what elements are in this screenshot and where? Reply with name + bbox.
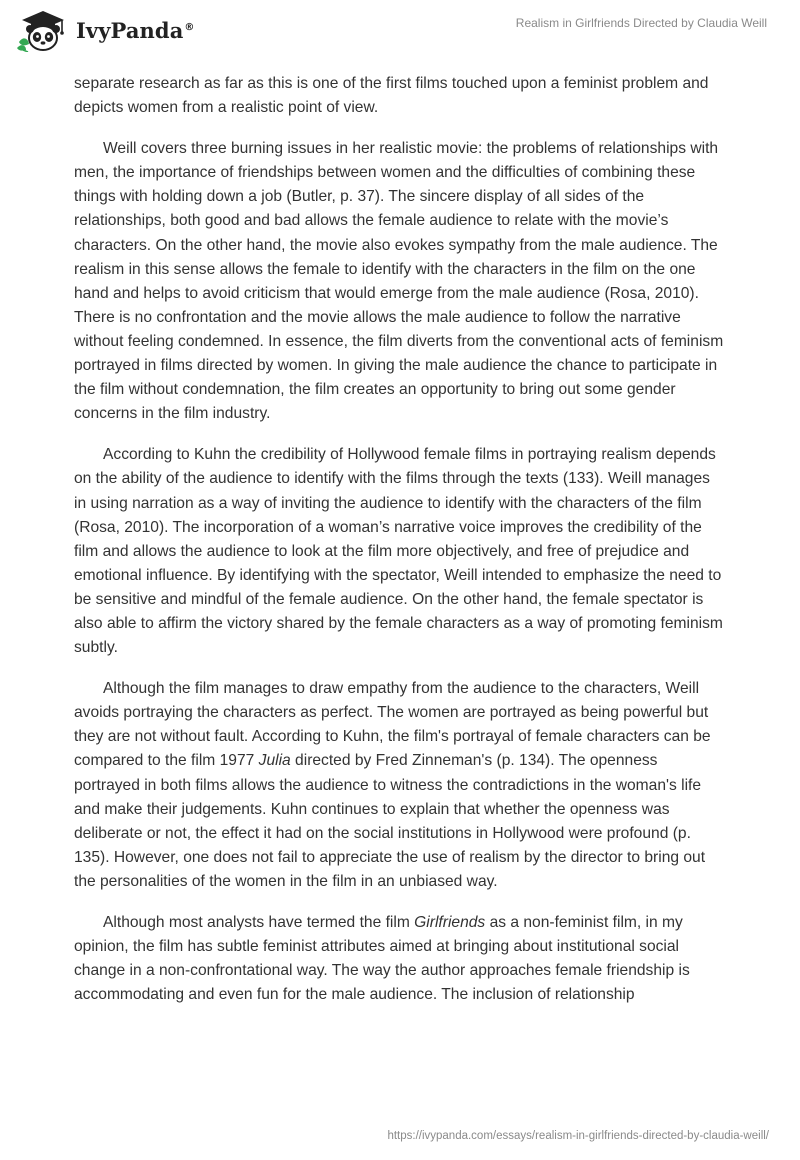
page-header xyxy=(0,0,800,62)
paragraph-4-text-after: directed by Fred Zinneman's (p. 134). The openness portrayed in both films allows the audience to witness the contradictions in the woman's life and make their judgements. Kuhn continues to explain that whether the openness was deliberate or not, the effect it had on the social institutions in Hollywood were profound (p. 135). However, one does not fail to appreciate the use of realism by the director to bring out the personalities of the women in the film in an unbiased way. xyxy=(74,752,706,890)
brand-name: IvyPanda® xyxy=(76,17,195,43)
essay-body xyxy=(74,72,724,1024)
registered-mark: ® xyxy=(184,21,195,33)
paragraph-1: separate research as far as this is one of the first films touched upon a feminist problem and depicts women from a realistic point of view. xyxy=(74,75,709,117)
paragraph-3: According to Kuhn the credibility of Hollywood female films in portraying realism depends on the ability of the audience to identify with the films through the texts (133). Weill manages in using narration as a way of inviting the audience to identify with the characters of the film (Rosa, 2010). The incorporation of a woman’s narrative voice improves the credibility of the film and allows the audience to look at the film more objectively, and free of prejudice and emotional influence. By identifying with the spectator, Weill intended to emphasize the need to be sensitive and mindful of the female audience. On the other hand, the female spectator is also able to affirm the victory shared by the female characters as a way of promoting feminism subtly. xyxy=(74,446,723,657)
document-title: Realism in Girlfriends Directed by Claudia Weill xyxy=(515,16,767,30)
paragraph-5 xyxy=(74,911,724,1007)
paragraph-2: Weill covers three burning issues in her realistic movie: the problems of relationships with men, the importance of friendships between women and the difficulties of combining these things with holding down a job (Butler, p. 37). The sincere display of all sides of the relationships, both good and bad allows the female audience to relate with the movie’s characters. On the other hand, the movie also evokes sympathy from the male audience. The realism in this sense allows the female to identify with the characters in the film on the one hand and helps to avoid criticism that would emerge from the male audience (Rosa, 2010). There is no confrontation and the movie allows the male audience to follow the narrative without feeling condemned. In essence, the film diverts from the conventional acts of feminism portrayed in films directed by women. In giving the male audience the chance to participate in the film without condemnation, the film creates an opportunity to bring out some gender concerns in the film industry. xyxy=(74,140,724,423)
film-title-girlfriends: Girlfriends xyxy=(414,914,486,931)
paragraph-4 xyxy=(74,677,724,894)
panda-graduate-icon xyxy=(14,8,70,52)
paragraph-5-text-after: as a non-feminist film, in my opinion, the film has subtle feminist attributes aimed at bringing about institutional social change in a non-confrontational way. The way the author approaches female friendship is accommodating and even fun for the male audience. The inclusion of relationship xyxy=(74,914,690,1004)
film-title-julia: Julia xyxy=(258,752,291,770)
ivypanda-logo[interactable] xyxy=(14,8,195,52)
paragraph-5-text-before: Although most analysts have termed the film xyxy=(103,914,415,931)
paragraph-4-text-before: Although the film manages to draw empathy from the audience to the characters, Weill avoids portraying the characters as perfect. The women are portrayed as being powerful but they are not without fault. According to Kuhn, the film's portrayal of female characters can be compared to the film 1977 xyxy=(74,680,711,770)
source-url[interactable]: https://ivypanda.com/essays/realism-in-girlfriends-directed-by-claudia-weill/ xyxy=(387,1130,769,1142)
